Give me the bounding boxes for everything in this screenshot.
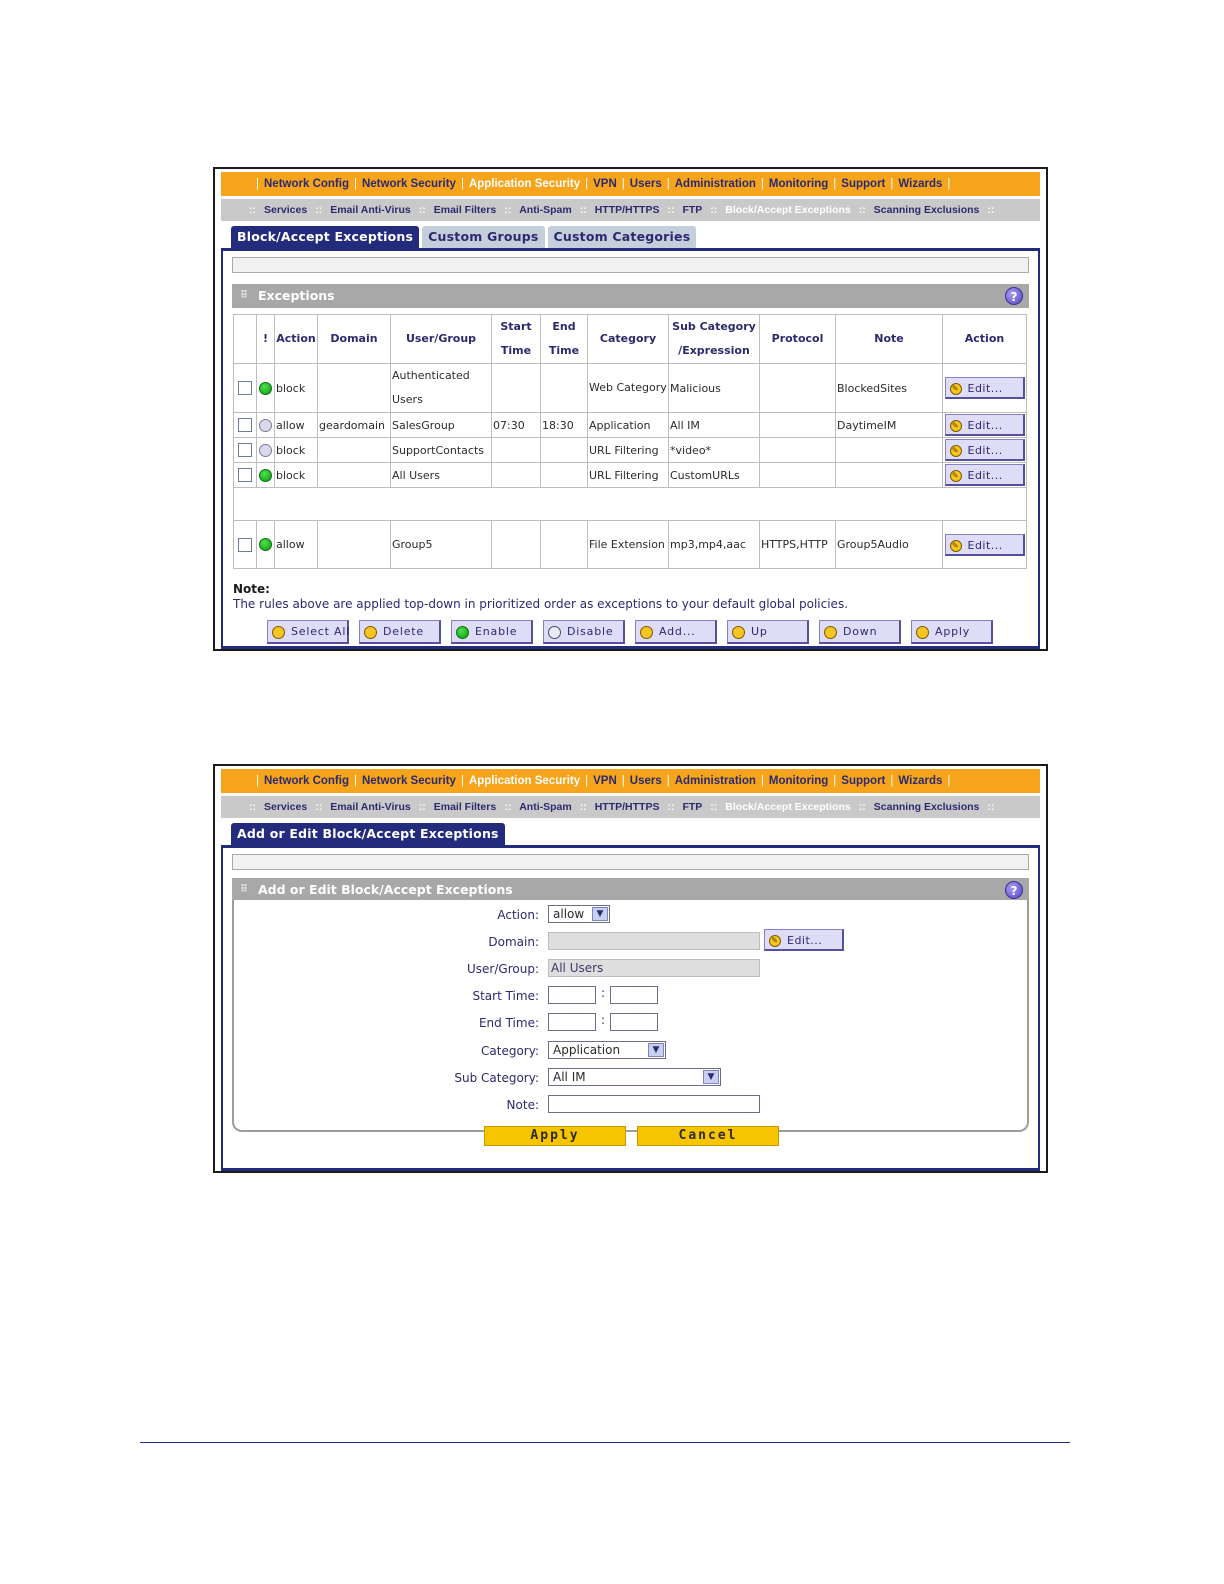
chevron-down-icon: ▼ xyxy=(592,907,608,921)
nav-support[interactable]: Support xyxy=(841,178,886,190)
pencil-icon: ✎ xyxy=(769,935,781,947)
row-checkbox[interactable] xyxy=(238,418,252,432)
header-note: Note xyxy=(836,315,943,364)
row-checkbox[interactable] xyxy=(238,381,252,395)
up-button[interactable]: Up xyxy=(727,620,809,644)
cell-end-time xyxy=(541,438,588,463)
cell-category: URL Filtering xyxy=(588,463,669,488)
cell-note: BlockedSites xyxy=(836,364,943,413)
note-text: The rules above are applied top-down in prioritized order as exceptions to your default global policies. xyxy=(233,597,849,611)
category-label: Category: xyxy=(481,1044,539,1058)
nav-network-security[interactable]: Network Security xyxy=(361,775,456,787)
start-time-label: Start Time: xyxy=(472,989,539,1003)
cell-action: allow xyxy=(275,521,318,569)
note-row xyxy=(234,1095,1027,1117)
status-disabled-icon xyxy=(259,419,272,432)
select-all-button[interactable]: Select All xyxy=(267,620,349,644)
top-navigation: | Network Config | Network Security | Application Security | VPN | Users | Administration | Monitoring | Support | Wizards | xyxy=(221,172,1040,196)
subnav-ftp[interactable]: FTP xyxy=(682,801,703,813)
table-row xyxy=(234,521,1027,569)
nav-support[interactable]: Support xyxy=(841,775,886,787)
start-time-row xyxy=(234,986,1027,1008)
message-bar xyxy=(232,854,1029,870)
cell-protocol xyxy=(760,438,836,463)
check-icon xyxy=(916,626,929,639)
tab-bar xyxy=(231,226,699,248)
header-start-time: Start Time xyxy=(492,315,541,364)
exceptions-table xyxy=(233,314,1027,569)
header-end-time: End Time xyxy=(541,315,588,364)
action-label: Action: xyxy=(497,908,539,922)
subnav-scanning-exclusions[interactable]: Scanning Exclusions xyxy=(873,204,980,216)
cell-sub-category: *video* xyxy=(669,438,760,463)
cell-sub-category: All IM xyxy=(669,413,760,438)
domain-label: Domain: xyxy=(488,935,539,949)
nav-application-security[interactable]: Application Security xyxy=(468,178,581,190)
table-row xyxy=(234,463,1027,488)
sub-navigation: :: Services :: Email Anti-Virus :: Email Filters :: Anti-Spam :: HTTP/HTTPS :: FTP :: Block/Accept Exceptions :: Scanning Exclusions :: xyxy=(221,796,1040,818)
end-time-label: End Time: xyxy=(478,1016,539,1030)
chevron-down-icon: ▼ xyxy=(648,1043,664,1057)
cell-start-time: 07:30 xyxy=(492,413,541,438)
cell-note: Group5Audio xyxy=(836,521,943,569)
user-group-row xyxy=(234,959,1027,981)
subnav-email-anti-virus[interactable]: Email Anti-Virus xyxy=(330,801,411,813)
pencil-icon: ✎ xyxy=(950,445,962,457)
table-row xyxy=(234,364,1027,413)
status-enabled-icon xyxy=(259,469,272,482)
exception-form xyxy=(232,900,1029,1132)
subnav-scanning-exclusions[interactable]: Scanning Exclusions xyxy=(873,801,980,813)
note-input[interactable] xyxy=(548,1095,760,1113)
cell-protocol: HTTPS,HTTP xyxy=(760,521,836,569)
cell-action: allow xyxy=(275,413,318,438)
nav-vpn[interactable]: VPN xyxy=(593,178,617,190)
disable-button[interactable]: Disable xyxy=(543,620,625,644)
note-label: Note: xyxy=(233,582,270,596)
nav-monitoring[interactable]: Monitoring xyxy=(768,775,829,787)
pencil-icon: ✎ xyxy=(950,383,962,395)
tab-bar xyxy=(231,823,508,845)
help-icon[interactable]: ? xyxy=(1005,287,1023,305)
cancel-button[interactable]: Cancel xyxy=(637,1126,779,1146)
cell-protocol xyxy=(760,463,836,488)
cell-protocol xyxy=(760,364,836,413)
cell-protocol xyxy=(760,413,836,438)
cell-domain xyxy=(318,438,391,463)
tab-custom-categories[interactable]: Custom Categories xyxy=(548,226,697,248)
section-header xyxy=(232,284,1029,308)
section-title: Exceptions xyxy=(258,288,335,303)
subnav-email-anti-virus[interactable]: Email Anti-Virus xyxy=(330,204,411,216)
subnav-http-https[interactable]: HTTP/HTTPS xyxy=(594,801,660,813)
nav-application-security[interactable]: Application Security xyxy=(468,775,581,787)
nav-administration[interactable]: Administration xyxy=(674,178,756,190)
table-spacer-row xyxy=(234,488,1027,521)
domain-field[interactable] xyxy=(548,932,760,950)
sub-category-select[interactable]: All IM ▼ xyxy=(548,1068,721,1086)
header-domain: Domain xyxy=(318,315,391,364)
cell-action: block xyxy=(275,364,318,413)
action-select[interactable]: allow ▼ xyxy=(548,905,610,923)
section-title: Add or Edit Block/Accept Exceptions xyxy=(258,882,513,897)
nav-users[interactable]: Users xyxy=(629,178,662,190)
cell-end-time xyxy=(541,463,588,488)
subnav-anti-spam[interactable]: Anti-Spam xyxy=(519,204,572,216)
pencil-icon: ✎ xyxy=(950,540,962,552)
apply-button[interactable]: Apply xyxy=(911,620,993,644)
edit-button[interactable]: ✎ Edit... xyxy=(945,377,1025,399)
tab-custom-groups[interactable]: Custom Groups xyxy=(422,226,544,248)
table-row xyxy=(234,438,1027,463)
cell-sub-category: mp3,mp4,aac xyxy=(669,521,760,569)
nav-network-config[interactable]: Network Config xyxy=(264,775,349,787)
note-label: Note: xyxy=(506,1098,539,1112)
top-navigation: | Network Config | Network Security | Application Security | VPN | Users | Administration | Monitoring | Support | Wizards | xyxy=(221,769,1040,793)
cell-category: File Extension xyxy=(588,521,669,569)
subnav-http-https[interactable]: HTTP/HTTPS xyxy=(594,204,660,216)
enable-button[interactable]: Enable xyxy=(451,620,533,644)
cell-domain: geardomain xyxy=(318,413,391,438)
nav-network-security[interactable]: Network Security xyxy=(361,178,456,190)
nav-wizards[interactable]: Wizards xyxy=(898,178,943,190)
header-status: ! xyxy=(257,315,275,364)
cell-note xyxy=(836,438,943,463)
cell-user-group: Authenticated Users xyxy=(391,364,492,413)
plus-icon xyxy=(640,626,653,639)
header-protocol: Protocol xyxy=(760,315,836,364)
footer-rule xyxy=(140,1442,1070,1443)
edit-button[interactable]: ✎ Edit... xyxy=(945,439,1025,461)
cell-sub-category: Malicious xyxy=(669,364,760,413)
header-action-edit: Action xyxy=(943,315,1027,364)
status-enabled-icon xyxy=(259,538,272,551)
cell-start-time xyxy=(492,438,541,463)
edit-button[interactable]: ✎ Edit... xyxy=(945,534,1025,556)
cell-note xyxy=(836,463,943,488)
edit-button[interactable]: ✎ Edit... xyxy=(945,414,1025,436)
status-enabled-icon xyxy=(259,382,272,395)
row-checkbox[interactable] xyxy=(238,443,252,457)
enable-dot-icon xyxy=(456,626,469,639)
header-category: Category xyxy=(588,315,669,364)
time-separator: : xyxy=(600,986,606,1000)
cell-user-group: All Users xyxy=(391,463,492,488)
nav-network-config[interactable]: Network Config xyxy=(264,178,349,190)
cell-start-time xyxy=(492,521,541,569)
add-edit-exception-screenshot xyxy=(213,764,1048,1173)
help-icon[interactable]: ? xyxy=(1005,881,1023,899)
cell-category: URL Filtering xyxy=(588,438,669,463)
message-bar xyxy=(232,257,1029,273)
sub-navigation: :: Services :: Email Anti-Virus :: Email Filters :: Anti-Spam :: HTTP/HTTPS :: FTP :: Block/Accept Exceptions :: Scanning Exclusions :: xyxy=(221,199,1040,221)
table-header-row xyxy=(234,315,1027,364)
header-user-group: User/Group xyxy=(391,315,492,364)
subnav-services[interactable]: Services xyxy=(264,801,308,813)
cell-start-time xyxy=(492,364,541,413)
user-group-label: User/Group: xyxy=(467,962,539,976)
sub-category-label: Sub Category: xyxy=(454,1071,539,1085)
nav-monitoring[interactable]: Monitoring xyxy=(768,178,829,190)
action-button-row xyxy=(267,620,1003,644)
cell-sub-category: CustomURLs xyxy=(669,463,760,488)
end-minute-input[interactable] xyxy=(610,1013,658,1031)
domain-edit-button[interactable]: ✎ Edit... xyxy=(764,929,844,951)
status-disabled-icon xyxy=(259,444,272,457)
header-action: Action xyxy=(275,315,318,364)
user-group-field[interactable]: All Users xyxy=(548,959,760,977)
cell-action: block xyxy=(275,438,318,463)
nav-administration[interactable]: Administration xyxy=(674,775,756,787)
end-hour-input[interactable] xyxy=(548,1013,596,1031)
cell-note: DaytimeIM xyxy=(836,413,943,438)
subnav-email-filters[interactable]: Email Filters xyxy=(433,204,497,216)
table-row xyxy=(234,413,1027,438)
delete-button[interactable]: Delete xyxy=(359,620,441,644)
cell-end-time xyxy=(541,364,588,413)
nav-users[interactable]: Users xyxy=(629,775,662,787)
cell-domain xyxy=(318,364,391,413)
subnav-email-filters[interactable]: Email Filters xyxy=(433,801,497,813)
cell-category: Web Category xyxy=(588,364,669,413)
pencil-icon: ✎ xyxy=(950,420,962,432)
cell-user-group: Group5 xyxy=(391,521,492,569)
start-minute-input[interactable] xyxy=(610,986,658,1004)
header-select xyxy=(234,315,257,364)
check-icon xyxy=(272,626,285,639)
category-select[interactable]: Application ▼ xyxy=(548,1041,666,1059)
time-separator: : xyxy=(600,1013,606,1027)
cell-action: block xyxy=(275,463,318,488)
action-row xyxy=(234,905,1027,927)
tab-block-accept-exceptions[interactable]: Block/Accept Exceptions xyxy=(231,226,419,248)
cell-start-time xyxy=(492,463,541,488)
row-checkbox[interactable] xyxy=(238,468,252,482)
subnav-ftp[interactable]: FTP xyxy=(682,204,703,216)
exceptions-panel xyxy=(221,248,1040,649)
grip-icon: ⠿ xyxy=(240,290,248,301)
nav-wizards[interactable]: Wizards xyxy=(898,775,943,787)
start-hour-input[interactable] xyxy=(548,986,596,1004)
chevron-down-icon: ▼ xyxy=(703,1070,719,1084)
section-header xyxy=(232,878,1029,902)
subnav-block-accept-exceptions[interactable]: Block/Accept Exceptions xyxy=(725,801,851,813)
down-button[interactable]: Down xyxy=(819,620,901,644)
subnav-block-accept-exceptions[interactable]: Block/Accept Exceptions xyxy=(725,204,851,216)
grip-icon: ⠿ xyxy=(240,884,248,895)
add-edit-panel xyxy=(221,845,1040,1171)
edit-button[interactable]: ✎ Edit... xyxy=(945,464,1025,486)
cell-end-time: 18:30 xyxy=(541,413,588,438)
cell-user-group: SalesGroup xyxy=(391,413,492,438)
arrow-down-icon xyxy=(824,626,837,639)
cell-user-group: SupportContacts xyxy=(391,438,492,463)
cell-domain xyxy=(318,521,391,569)
pencil-icon: ✎ xyxy=(950,470,962,482)
domain-row xyxy=(234,932,1027,954)
cell-end-time xyxy=(541,521,588,569)
header-sub-category: Sub Category /Expression xyxy=(669,315,760,364)
arrow-up-icon xyxy=(732,626,745,639)
tab-add-edit-exceptions[interactable]: Add or Edit Block/Accept Exceptions xyxy=(231,823,505,845)
category-row xyxy=(234,1041,1027,1063)
nav-vpn[interactable]: VPN xyxy=(593,775,617,787)
end-time-row xyxy=(234,1013,1027,1035)
cell-domain xyxy=(318,463,391,488)
subnav-services[interactable]: Services xyxy=(264,204,308,216)
delete-x-icon xyxy=(364,626,377,639)
apply-button[interactable]: Apply xyxy=(484,1126,626,1146)
cell-category: Application xyxy=(588,413,669,438)
subnav-anti-spam[interactable]: Anti-Spam xyxy=(519,801,572,813)
sub-category-row xyxy=(234,1068,1027,1090)
exceptions-screenshot xyxy=(213,167,1048,651)
add-button[interactable]: Add... xyxy=(635,620,717,644)
note-block xyxy=(233,582,848,612)
disable-dot-icon xyxy=(548,626,561,639)
row-checkbox[interactable] xyxy=(238,538,252,552)
